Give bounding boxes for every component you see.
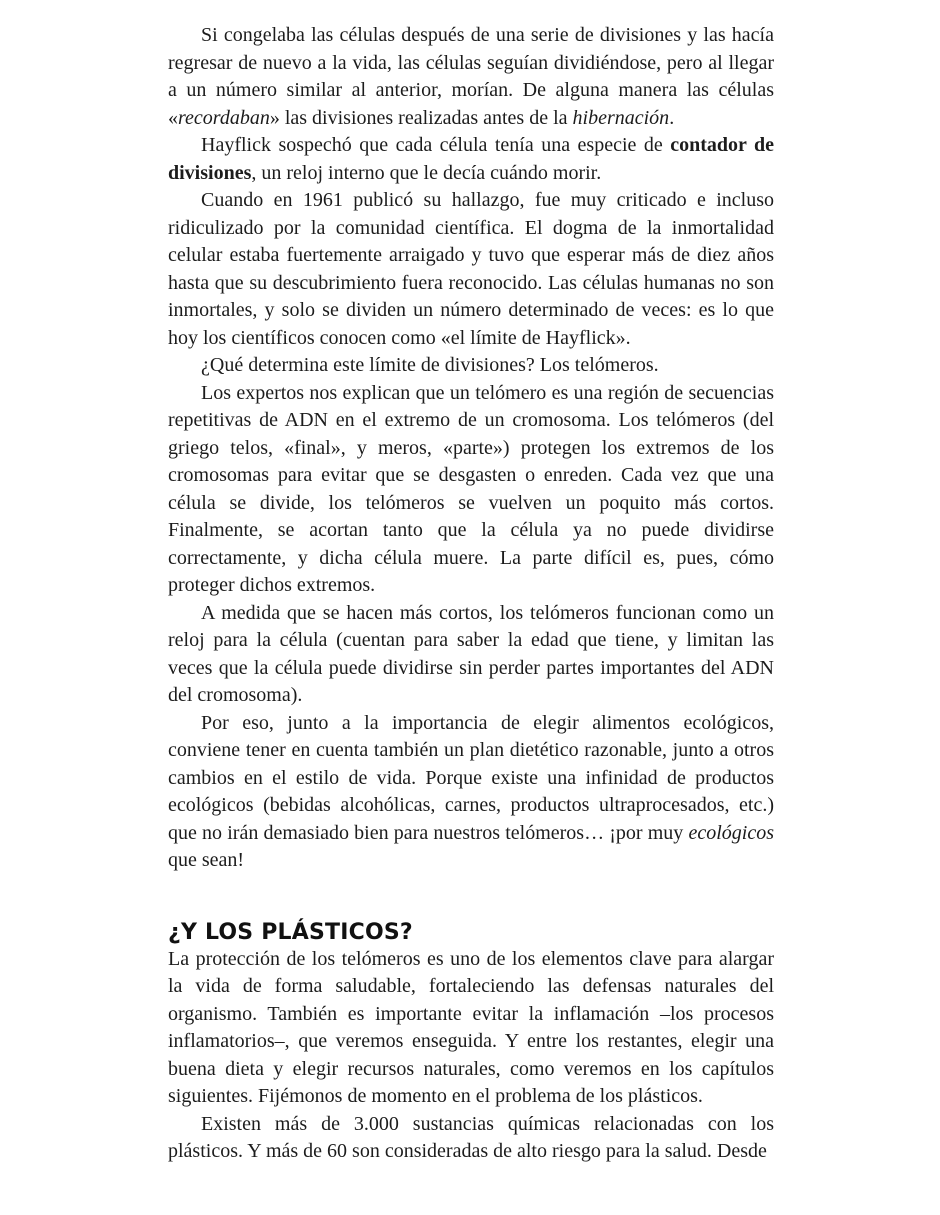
paragraph-ecological-foods: [168, 710, 774, 875]
paragraph-text: , un reloj interno que le decía cuándo morir.: [251, 161, 602, 184]
book-page: [168, 22, 774, 1166]
paragraph-text: Si congelaba las células después de una serie de divisiones y las hacía regresar de nuevo a la vida, las células seguían dividiéndose, pero al llegar a un número similar al anterior, morían. De alguna manera las células «: [168, 24, 774, 129]
paragraph-cell-clock: A medida que se hacen más cortos, los telómeros funcionan como un reloj para la célula (cuentan para saber la edad que tiene, y limitan las veces que la célula puede dividirse sin perder partes importantes del ADN del cromosoma).: [168, 601, 774, 706]
section-heading: ¿Y LOS PLÁSTICOS?: [168, 919, 413, 945]
emphasis-hibernacion: hibernación: [572, 106, 670, 129]
paragraph-cell-freezing: [168, 22, 774, 132]
paragraph-telomere-definition: Los expertos nos explican que un telómero es una región de secuencias repetitivas de ADN en el extremo de un cromosoma. Los telómeros (del griego telos, «final», y meros, «parte») protegen los extremos de los cromosomas para evitar que se desgasten o enreden. Cada vez que una célula se divide, los telómeros se vuelven un poquito más cortos. Finalmente, se acortan tanto que la célula ya no puede dividirse correctamente, y dicha célula muere. La parte difícil es, pues, cómo proteger dichos extremos.: [168, 381, 774, 596]
paragraph-text: Por eso, junto a la importancia de elegir alimentos ecológicos, conviene tener en cuenta también un plan dietético razonable, junto a otros cambios en el estilo de vida. Porque existe una infinidad de productos ecológicos (bebidas alcohólicas, carnes, productos ultraprocesados, etc.) que no irán demasiado bien para nuestros telómeros… ¡por muy: [168, 711, 774, 844]
paragraph-text: .: [669, 106, 675, 129]
paragraph-text: Hayflick sospechó que cada célula tenía una especie de: [201, 134, 671, 156]
emphasis-recordaban: recordaban: [178, 106, 270, 129]
paragraph-telomere-protection: La protección de los telómeros es uno de los elementos clave para alargar la vida de forma saludable, fortaleciendo las defensas naturales del organismo. También es importante evitar la inflamación –los procesos inflamatorios–, que veremos enseguida. Y entre los restantes, elegir una buena dieta y elegir recursos naturales, como veremos en los capítulos siguientes. Fijémonos de momento en el problema de los plásticos.: [168, 947, 774, 1107]
paragraph-plastic-chemicals: Existen más de 3.000 sustancias químicas relacionadas con los plásticos. Y más de 60 son consideradas de alto riesgo para la salud. Desde: [168, 1112, 774, 1162]
paragraph-question-telomeres: ¿Qué determina este límite de divisiones? Los telómeros.: [201, 354, 659, 376]
bold-contador-de-divisiones: contador de divisiones: [168, 134, 774, 184]
paragraph-text: que sean!: [168, 849, 245, 871]
paragraph-division-counter: [168, 132, 774, 187]
emphasis-ecologicos: ecológicos: [688, 821, 774, 844]
paragraph-text: » las divisiones realizadas antes de la: [269, 106, 573, 129]
paragraph-hayflick-limit: Cuando en 1961 publicó su hallazgo, fue muy criticado e incluso ridiculizado por la comunidad científica. El dogma de la inmortalidad celular estaba fuertemente arraigado y tuvo que esperar más de diez años hasta que su descubrimiento fuera reconocido. Las células humanas no son inmortales, y solo se dividen un número determinado de veces: es lo que hoy los científicos conocen como «el límite de Hayflick».: [168, 189, 774, 349]
